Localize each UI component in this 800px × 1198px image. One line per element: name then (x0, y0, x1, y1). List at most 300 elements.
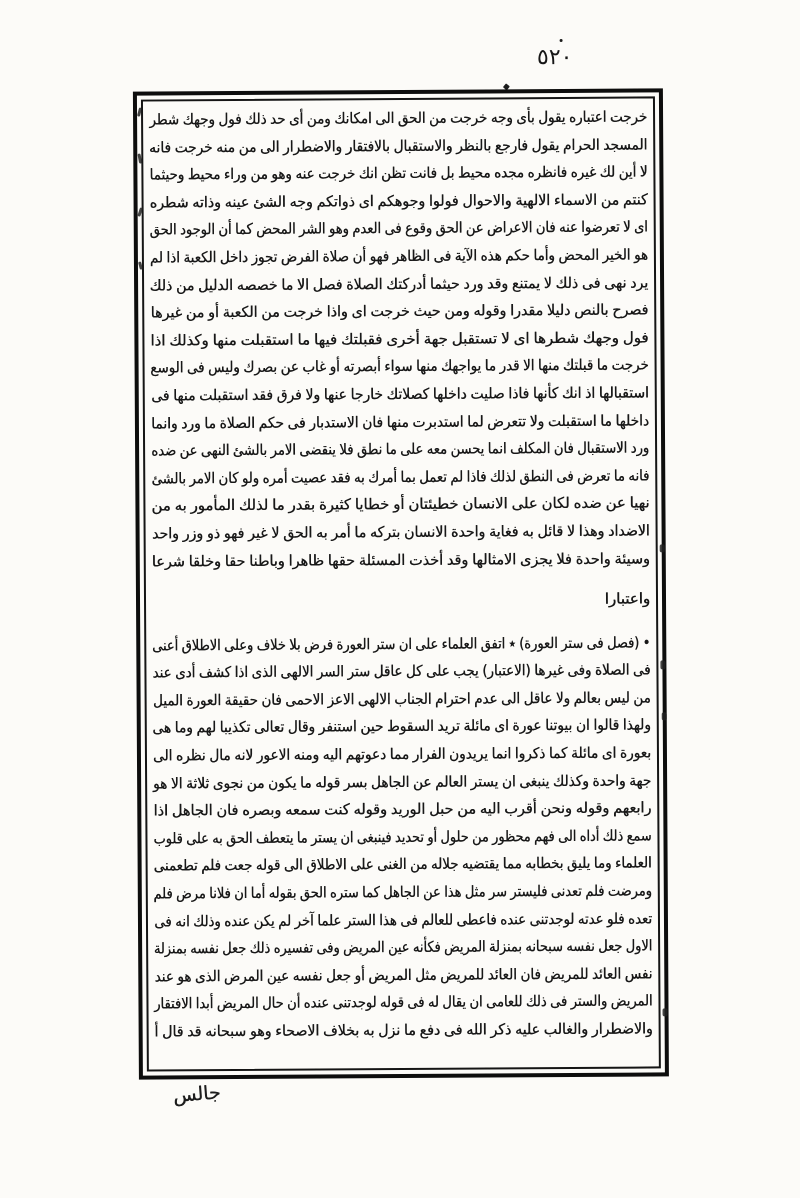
word: فلو (606, 909, 625, 928)
word: نفسه (190, 939, 219, 958)
word: لم (278, 911, 292, 930)
word: جلاله (430, 855, 459, 874)
word: السقوط (386, 717, 434, 736)
word: قبلتك (562, 356, 594, 375)
word: وقد (486, 273, 509, 293)
word: الشر (298, 219, 326, 238)
word: ينقضى (299, 440, 336, 459)
word: الامر (270, 440, 296, 459)
word: الاصحاء (275, 1021, 320, 1040)
word: استقبالها (598, 383, 649, 402)
word: ما (596, 356, 608, 375)
word: نفسه (292, 966, 323, 985)
word: الذى (194, 966, 221, 986)
word: ما (297, 330, 310, 349)
word: ولا (305, 385, 321, 404)
word: أين (618, 162, 637, 181)
word: لم (450, 467, 464, 486)
word: الانسان (403, 522, 448, 541)
word: هو (152, 774, 168, 793)
word: العائد (591, 964, 622, 983)
word: لذلك (489, 467, 516, 486)
word: فكأنه (412, 937, 441, 957)
word: بقدر (288, 495, 315, 514)
page-text (149, 103, 653, 1046)
word: سمعه (284, 800, 321, 819)
word: وباطنا (249, 551, 285, 570)
word: بعورة (619, 743, 652, 762)
word: عاقل (523, 688, 553, 708)
word: استدبرت (412, 412, 464, 431)
word: وليس (207, 358, 240, 377)
word: من (428, 108, 447, 127)
word: تعمل (419, 467, 447, 486)
word: لا (271, 523, 280, 542)
word: تعرضوا (581, 218, 620, 237)
word: تريد (437, 717, 460, 736)
word: الجاهل (383, 882, 420, 902)
word: نظره (175, 746, 206, 765)
word: بيوتنا (544, 716, 573, 735)
word: حبل (428, 799, 454, 819)
word: النطق (519, 466, 553, 485)
word: من (246, 773, 265, 792)
word: العدم (352, 219, 381, 238)
word: الوريد (390, 800, 426, 819)
word: وكذلك (169, 330, 209, 350)
word: الا (522, 356, 535, 375)
word: تفسيره (273, 938, 313, 957)
word: داخلها (615, 411, 649, 430)
word: الاعراض (486, 218, 533, 237)
word: على (185, 829, 209, 848)
word: على (511, 494, 538, 513)
word: فليستر (510, 882, 548, 901)
word: العورة) (519, 633, 558, 652)
word: لذلك (238, 496, 269, 515)
word: أما (250, 883, 266, 902)
word: ولا (555, 688, 570, 707)
word: الا (296, 275, 309, 294)
word: ومرضت (607, 881, 652, 900)
word: فى (443, 1020, 463, 1039)
word: واحدة (575, 549, 611, 568)
word: ما (600, 411, 612, 430)
word: فى (400, 910, 418, 929)
word: فلانا (209, 884, 231, 903)
word: خرجت (370, 302, 410, 321)
word: فرق (276, 385, 302, 404)
word: بما (400, 467, 416, 486)
word: الذى (251, 663, 277, 682)
word: حال (261, 994, 284, 1013)
word: قال (161, 1022, 184, 1041)
word: على (399, 439, 424, 459)
text-line (149, 214, 648, 244)
word: فانت (409, 163, 437, 183)
word: نطق (356, 440, 383, 459)
word: لا (639, 162, 648, 181)
word: صليت (470, 384, 505, 403)
word: أى (288, 109, 304, 128)
word: المحض (558, 245, 599, 264)
word: غير (247, 523, 268, 542)
word: شطره (149, 193, 189, 212)
word: حقا (224, 551, 246, 570)
word: يكن (253, 911, 275, 930)
word: انه (175, 911, 190, 931)
word: الوسع (150, 358, 184, 377)
word: المريض (216, 994, 259, 1013)
word: ذلك (525, 992, 547, 1011)
word: اى (358, 191, 374, 211)
word: يكون (267, 773, 297, 792)
word: يجب (453, 661, 479, 680)
word: مجده (493, 163, 524, 182)
word: آخر (294, 911, 314, 930)
word: فصل (312, 274, 343, 294)
word: عنده (303, 993, 330, 1013)
text-line (149, 159, 648, 189)
word: يرد (630, 273, 649, 292)
word: استقبلت (547, 411, 597, 430)
word: فان (535, 218, 556, 237)
text-line (151, 517, 650, 547)
word: الالهى (357, 689, 391, 709)
word: عن (280, 357, 299, 377)
word: بالشئ (151, 469, 186, 488)
word: ستر (373, 634, 396, 653)
word: يقول (538, 107, 566, 127)
word: الصلاة (346, 274, 383, 293)
word: الامثالها (471, 549, 517, 569)
text-line (152, 712, 651, 742)
word: فى (556, 466, 574, 485)
word: بالنظر (455, 136, 492, 155)
word: أن (286, 994, 301, 1013)
word: ضده (151, 441, 177, 460)
text-line (149, 186, 648, 216)
word: يقول (531, 135, 560, 154)
word: لا (500, 329, 510, 348)
word: اى (601, 743, 617, 762)
word: كما (548, 744, 568, 763)
word: انك (561, 383, 582, 402)
word: والاضطرار (282, 136, 343, 156)
word: تحديد (394, 827, 424, 846)
word: منها (537, 356, 560, 375)
word: الانسان (462, 494, 508, 513)
word: وما (174, 718, 193, 737)
word: وجه (289, 192, 313, 211)
word: ضده (573, 494, 602, 513)
text-line (150, 352, 649, 382)
word: مقدرا (509, 301, 544, 320)
text-line (150, 407, 649, 437)
word: وجهك (582, 328, 619, 347)
word: الحرام (562, 135, 600, 154)
word: يجزى (519, 549, 553, 568)
word: للمريض (544, 964, 589, 983)
word: الاطلاق (181, 635, 221, 655)
word: والغالب (543, 1019, 589, 1039)
word: ما (385, 440, 397, 459)
margin-ink-mark (137, 153, 142, 163)
word: عصيت (290, 468, 328, 487)
word: للمريض (440, 965, 485, 984)
word: جهة (423, 329, 448, 348)
word: فى (384, 219, 402, 238)
word: اتفق (480, 634, 506, 653)
word: قالوا (593, 716, 620, 735)
word: عنده (224, 911, 251, 930)
word: أقرب (504, 799, 537, 818)
word: اذ (584, 383, 596, 402)
word: من (250, 164, 268, 184)
word: سر (488, 882, 507, 901)
word: وجه (490, 108, 513, 127)
word: حد (269, 109, 286, 128)
word: وما (593, 854, 612, 873)
word: حقها (327, 550, 355, 569)
word: تكذيبا (219, 718, 251, 737)
word: فى (549, 992, 568, 1011)
word: تعرض (576, 466, 611, 485)
word: وكذلك (552, 771, 589, 790)
word: المريض (610, 991, 653, 1011)
word: الا (170, 773, 183, 793)
word: والاضطرار (591, 1019, 653, 1038)
word: قائل (537, 521, 564, 541)
word: وجوهكم (377, 191, 426, 210)
text-line (150, 297, 649, 327)
word: نهى (604, 273, 627, 292)
word: المرض (223, 966, 264, 985)
page-frame (133, 88, 669, 1079)
word: فى (186, 358, 205, 377)
word: وسيئة (614, 548, 650, 568)
word: لهم (196, 718, 217, 737)
word: عن (412, 772, 432, 791)
word: الفرض (280, 247, 319, 266)
word: وهذا (578, 521, 605, 540)
word: يمتنع (511, 273, 540, 292)
word: للعامى (485, 992, 523, 1011)
word: ذلك (149, 275, 173, 295)
word: بعالم (573, 688, 601, 707)
word: ولهذا (622, 715, 651, 735)
word: دعوتهم (345, 745, 387, 764)
word: لكان (541, 494, 570, 513)
word: بصرك (243, 358, 278, 377)
word: وعلى (223, 635, 254, 654)
word: به (522, 522, 534, 541)
word: اذا (166, 248, 180, 267)
word: وراء (223, 165, 247, 184)
text-line (153, 822, 652, 852)
word: دفع (419, 1020, 441, 1039)
word: بالافتقار (345, 136, 390, 155)
word: الاستدبار (309, 412, 359, 432)
word: فلم (201, 856, 221, 875)
word: فهو (223, 523, 245, 542)
word: صلاة (322, 247, 349, 266)
word: مثل (415, 965, 437, 984)
word: أمرك (368, 467, 397, 486)
word: الى (557, 826, 577, 845)
word: من (185, 303, 205, 322)
word: الشئ (252, 192, 286, 211)
word: بلا (289, 635, 301, 654)
word: فى (586, 633, 604, 652)
word: كشف (198, 663, 232, 682)
word: المريض (443, 937, 486, 956)
word: ما (204, 413, 216, 432)
word: فان (553, 439, 574, 458)
word: عنها (323, 385, 347, 404)
word: منها (386, 412, 409, 431)
word: ذواتكم (316, 192, 355, 211)
word: أو (329, 357, 340, 376)
word: ونحن (540, 799, 572, 818)
word: ومنه (293, 745, 320, 764)
word: ثلاثة (185, 773, 210, 792)
word: الله (466, 1020, 487, 1039)
text-line (153, 795, 652, 826)
word: من (457, 799, 476, 818)
word: الستر (344, 910, 376, 929)
word: جعل (598, 936, 623, 956)
word: اعتباره (568, 107, 607, 126)
word: دليلا (546, 301, 571, 320)
word: اذا (153, 801, 168, 820)
text-line (148, 131, 648, 161)
ink-speck (560, 39, 563, 42)
word: هو (633, 245, 648, 264)
word: مال (209, 746, 231, 765)
word: والستر (570, 992, 608, 1011)
word: استقبلت (198, 385, 249, 405)
word: فى (632, 660, 651, 679)
word: ذو (206, 524, 220, 543)
word: الى (259, 137, 280, 156)
word: الاستقبال (577, 438, 628, 458)
word: ما (354, 523, 367, 542)
word: ومن (306, 109, 331, 128)
word: الظاهر (392, 246, 430, 266)
text-line (154, 960, 653, 990)
word: وقال (287, 717, 316, 737)
word: رابعهم (612, 798, 652, 817)
word: كنتم (622, 190, 648, 209)
word: خرجت (611, 355, 649, 375)
word: أن (218, 220, 232, 239)
word: عنه (558, 218, 578, 237)
page-number: ٥٢٠ (536, 44, 573, 71)
word: سبحانه (204, 1021, 247, 1041)
word: فقد (330, 468, 351, 487)
word: من (600, 190, 620, 209)
word: الالهى (280, 662, 314, 682)
word: غاب (302, 357, 327, 376)
word: خطيئتان (408, 494, 459, 514)
word: ٭ (508, 633, 516, 653)
word: أو (354, 966, 365, 985)
word: ما (281, 275, 294, 294)
margin-ink-mark (138, 261, 143, 269)
word: ورد (181, 413, 201, 432)
word: عاقل (373, 662, 403, 681)
word: ستر (561, 633, 584, 652)
word: أو (207, 303, 219, 322)
word: فاذا (466, 467, 487, 486)
word: مرض (175, 884, 206, 903)
word: أ (154, 1022, 159, 1041)
word: عين (387, 938, 410, 957)
text-line (153, 877, 652, 907)
word: ذكر (490, 1020, 512, 1039)
word: حكم (258, 413, 284, 432)
word: ما (299, 773, 312, 792)
word: تطعمنى (153, 856, 198, 875)
text-line (152, 586, 650, 617)
word: بمنزلة (488, 937, 522, 956)
word: وقوله (353, 800, 387, 819)
word: له (427, 993, 439, 1012)
word: الميل (152, 691, 183, 710)
word: واحد (151, 524, 179, 543)
word: به (212, 828, 223, 847)
word: المأمور (190, 496, 235, 515)
word: قد (187, 1022, 202, 1041)
text-line (152, 324, 648, 355)
text-line (152, 657, 651, 687)
word: الاسماء (553, 190, 597, 209)
word: فهم (533, 826, 555, 846)
word: فول (622, 328, 649, 347)
word: وزر (182, 524, 204, 543)
word: الاول (625, 936, 653, 955)
word: ولو (241, 468, 260, 487)
word: سواء (384, 357, 413, 376)
word: الآية (454, 246, 477, 265)
word: أبصرته (343, 357, 381, 376)
word: بسر (343, 772, 368, 792)
word: نفسه (566, 937, 595, 956)
word: عن (605, 493, 626, 513)
word: أو (393, 495, 405, 514)
word: ان (575, 716, 590, 735)
word: العلماء (441, 634, 478, 653)
word: انك (358, 164, 378, 183)
word: الكعبة (183, 248, 217, 267)
word: ما (613, 466, 625, 485)
word: ذلك (555, 273, 579, 292)
word: وذلك (193, 911, 221, 930)
word: يتعطف (255, 828, 294, 847)
text-line (149, 269, 649, 299)
word: عدته (577, 909, 604, 928)
word: منه (216, 137, 235, 156)
word: فقد (251, 385, 273, 404)
word: فان (362, 412, 383, 431)
word: ان (340, 828, 354, 847)
word: المريض (368, 965, 412, 985)
word: تتعرض (487, 411, 527, 430)
word: أمره (262, 468, 288, 487)
word: وأما (533, 246, 555, 265)
word: كل (405, 662, 423, 681)
